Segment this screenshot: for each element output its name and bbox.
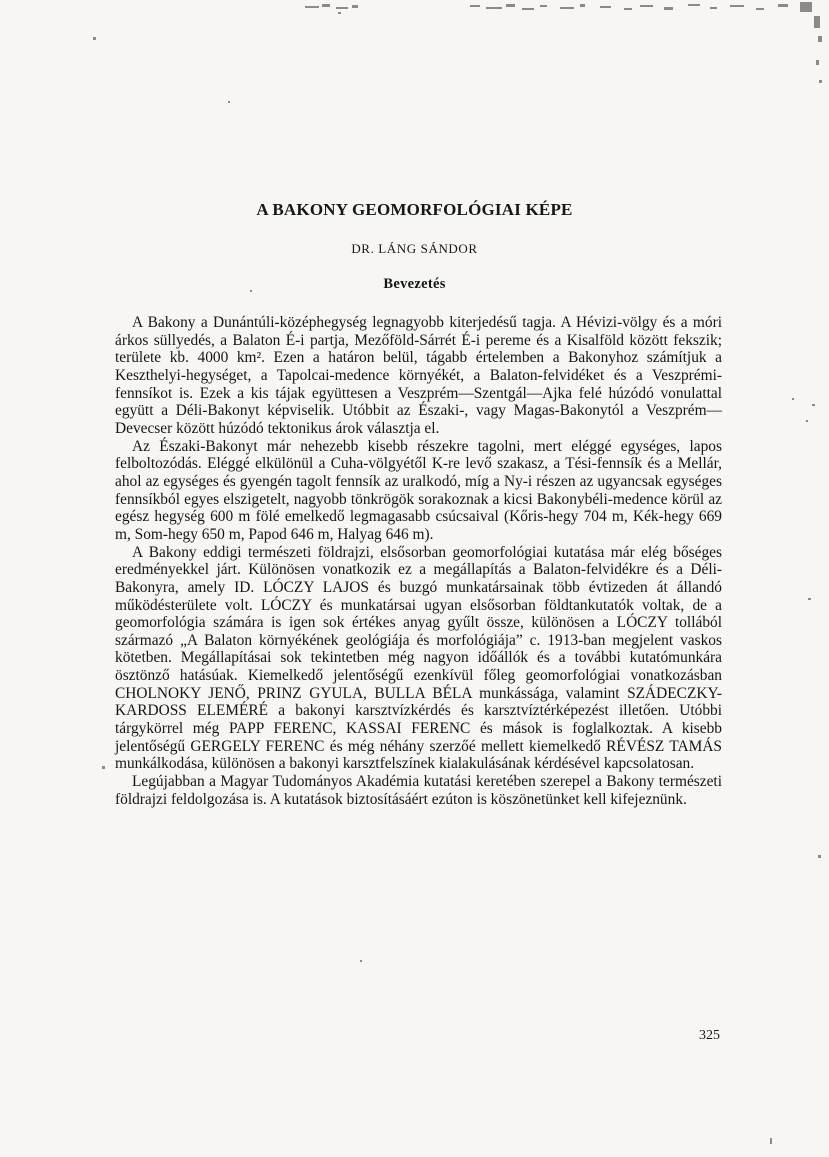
- paragraph-3: A Bakony eddigi természeti földrajzi, elsősorban geomorfológiai kutatása már elég bőséges eredményekkel járt. Különösen vonatkozik ez a megállapítás a Balaton-felvidékre és a Déli-Bakonyra, amely ID. LÓCZY LAJOS és buzgó munkatársainak több évtizeden át állandó működésterülete volt. LÓCZY és munkatársai ugyan elsősorban földtankutatók voltak, de a geomorfológia számára is igen sok értékes anyag gyűlt össze, különösen a LÓCZY tollából származó „A Balaton környékének geológiája és morfológiája” c. 1913-ban megjelent vaskos kötetben. Megállapításai sok tekintetben még nagyon időállók és a további kutatómunkára ösztönző hatásúak. Kiemelkedő jelentőségű ezenkívül főleg geomorfológiai vonatkozásban CHOLNOKY JENŐ, PRINZ GYULA, BULLA BÉLA munkássága, valamint SZÁDECZKY-KARDOSS ELEMÉRÉ a bakonyi karsztvízkérdés és karsztvíztérképezést illetően. Utóbbi tárgykörrel még PAPP FERENC, KASSAI FERENC és mások is foglalkoztak. A kisebb jelentőségű GERGELY FERENC és még néhány szerzőé mellett kiemelkedő RÉVÉSZ TAMÁS munkálkodása, különösen a bakonyi karsztfelszínek kialakulásának kérdésével kapcsolatosan.: [115, 543, 722, 773]
- paragraph-1: A Bakony a Dunántúli-középhegység legnagyobb kiterjedésű tagja. A Hévizi-völgy és a móri árkos süllyedés, a Balaton É-i partja, Mezőföld-Sárrét É-i pereme és a Kisalföld között fekszik; területe kb. 4000 km². Ezen a határon belül, tágabb értelemben a Bakonyhoz számítjuk a Keszthelyi-hegységet, a Tapolcai-medence környékét, a Balaton-felvidéket és a Veszprémi-fennsíkot is. Ezek a kis tájak együttesen a Veszprém—Szentgál—Ajka felé húzódó vonulattal együtt a Déli-Bakonyt képviselik. Utóbbit az Északi-, vagy Magas-Bakonytól a Veszprém—Devecser között húzódó tektonikus árok választja el.: [115, 314, 722, 437]
- article-body: [115, 314, 722, 808]
- paragraph-4: Legújabban a Magyar Tudományos Akadémia kutatási keretében szerepel a Bakony természeti földrajzi feldolgozása is. A kutatások biztosításáért ezúton is köszönetünket kell kifejeznünk.: [115, 773, 722, 808]
- article-author: DR. LÁNG SÁNDOR: [351, 241, 478, 256]
- article-title: A BAKONY GEOMORFOLÓGIAI KÉPE: [256, 200, 573, 219]
- page-number: 325: [699, 1028, 720, 1043]
- paragraph-2: Az Északi-Bakonyt már nehezebb kisebb részekre tagolni, mert eléggé egységes, lapos felboltozódás. Eléggé elkülönül a Cuha-völgyétől K-re levő szakasz, a Tési-fennsík és a Mellár, ahol az egységes és gyengén tagolt fennsík az uralkodó, míg a Ny-i részen az ugyancsak egységes fennsíkból egyes elszigetelt, nagyobb tönkrögök sorakoznak a kicsi Bakonybéli-medence körül az egész hegység 600 m fölé emelkedő legmagasabb csúcsaival (Kőris-hegy 704 m, Kék-hegy 669 m, Som-hegy 650 m, Papod 646 m, Halyag 646 m).: [115, 437, 722, 543]
- section-heading: Bevezetés: [383, 276, 446, 292]
